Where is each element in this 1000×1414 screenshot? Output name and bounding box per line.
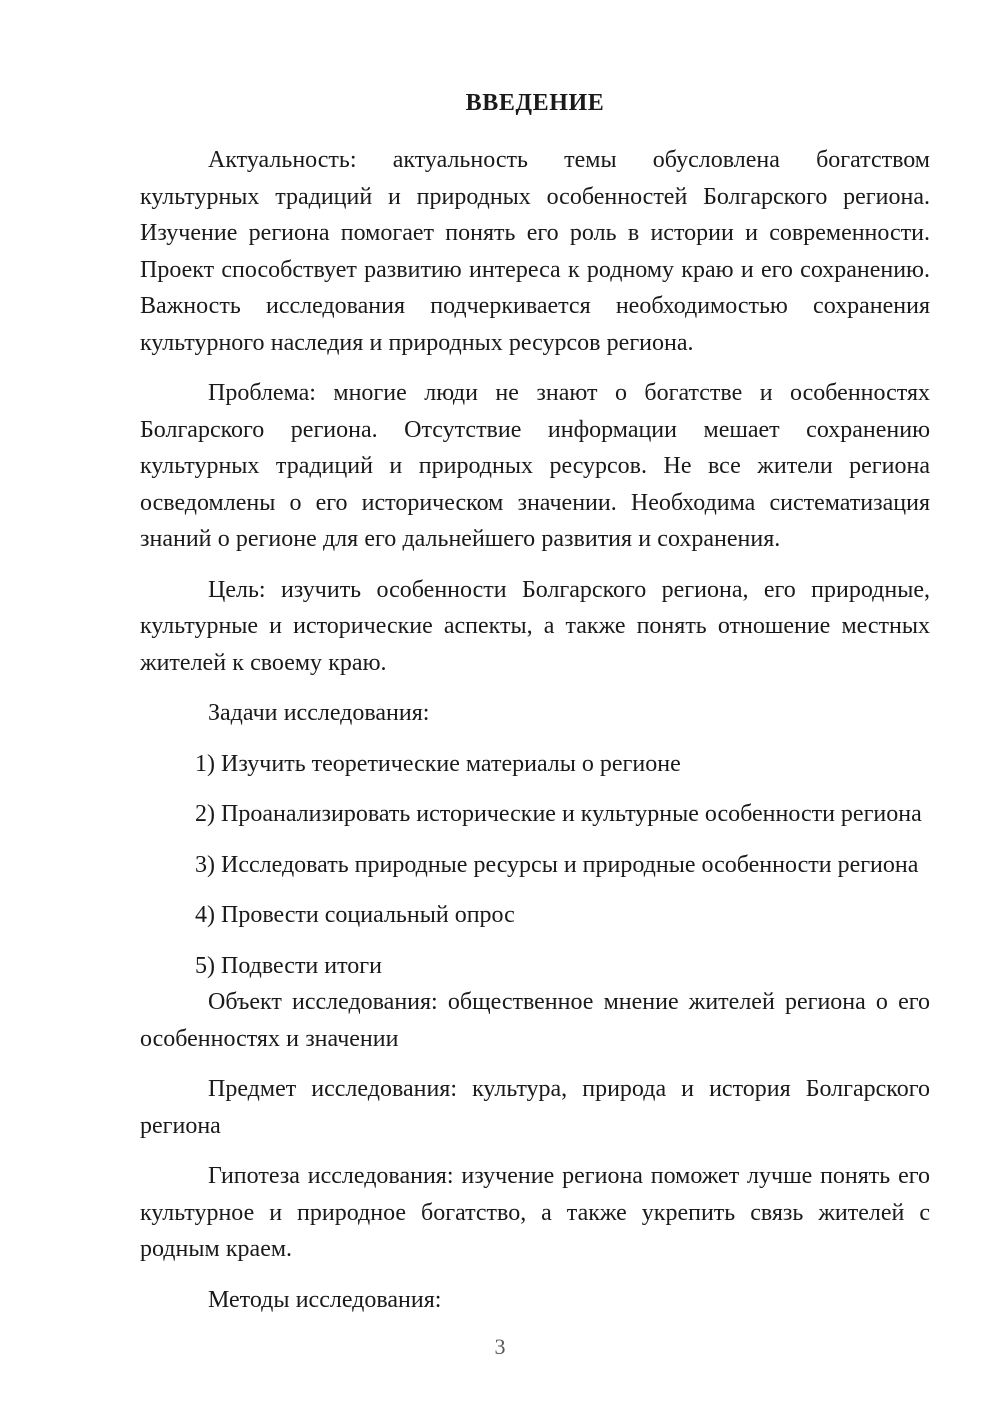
list-item: 4) Провести социальный опрос — [195, 902, 515, 928]
paragraph-relevance: Актуальность: актуальность темы обусловлена богатством культурных традиций и природных особенностей Болгарского региона. Изучение региона помогает понять его роль в истории и современности. Проект способствует развитию интереса к родному краю и его сохранению. Важность исследования подчеркивается необходимостью сохранения культурного наследия и природных ресурсов региона. — [140, 147, 930, 356]
list-item: 1) Изучить теоретические материалы о регионе — [195, 750, 681, 777]
paragraph-problem: Проблема: многие люди не знают о богатстве и особенностях Болгарского региона. Отсутствие информации мешает сохранению культурных традиций и природных ресурсов. Не все жители региона осведомлены о его историческом значении. Необходима систематизация знаний о регионе для его дальнейшего развития и сохранения. — [140, 380, 930, 552]
list-item: 3) Исследовать природные ресурсы и природные особенности региона — [195, 851, 919, 878]
tasks-list — [140, 746, 930, 985]
page-title: ВВЕДЕНИЕ — [465, 90, 605, 116]
tasks-heading: Задачи исследования: — [208, 700, 430, 726]
list-item: 2) Проанализировать исторические и культурные особенности региона — [195, 801, 922, 827]
list-item: 5) Подвести итоги — [195, 952, 382, 979]
paragraph-object: Объект исследования: общественное мнение жителей региона о его особенностях и значении — [140, 989, 930, 1052]
page-number: 3 — [494, 1334, 506, 1359]
methods-heading: Методы исследования: — [208, 1286, 442, 1313]
paragraph-hypothesis: Гипотеза исследования: изучение региона поможет лучше понять его культурное и природное богатство, а также укрепить связь жителей с родным краем. — [140, 1163, 930, 1262]
page-content — [140, 86, 930, 1318]
paragraph-subject: Предмет исследования: культура, природа и история Болгарского региона — [140, 1076, 930, 1139]
paragraph-goal: Цель: изучить особенности Болгарского региона, его природные, культурные и исторические аспекты, а также понять отношение местных жителей к своему краю. — [140, 576, 930, 676]
